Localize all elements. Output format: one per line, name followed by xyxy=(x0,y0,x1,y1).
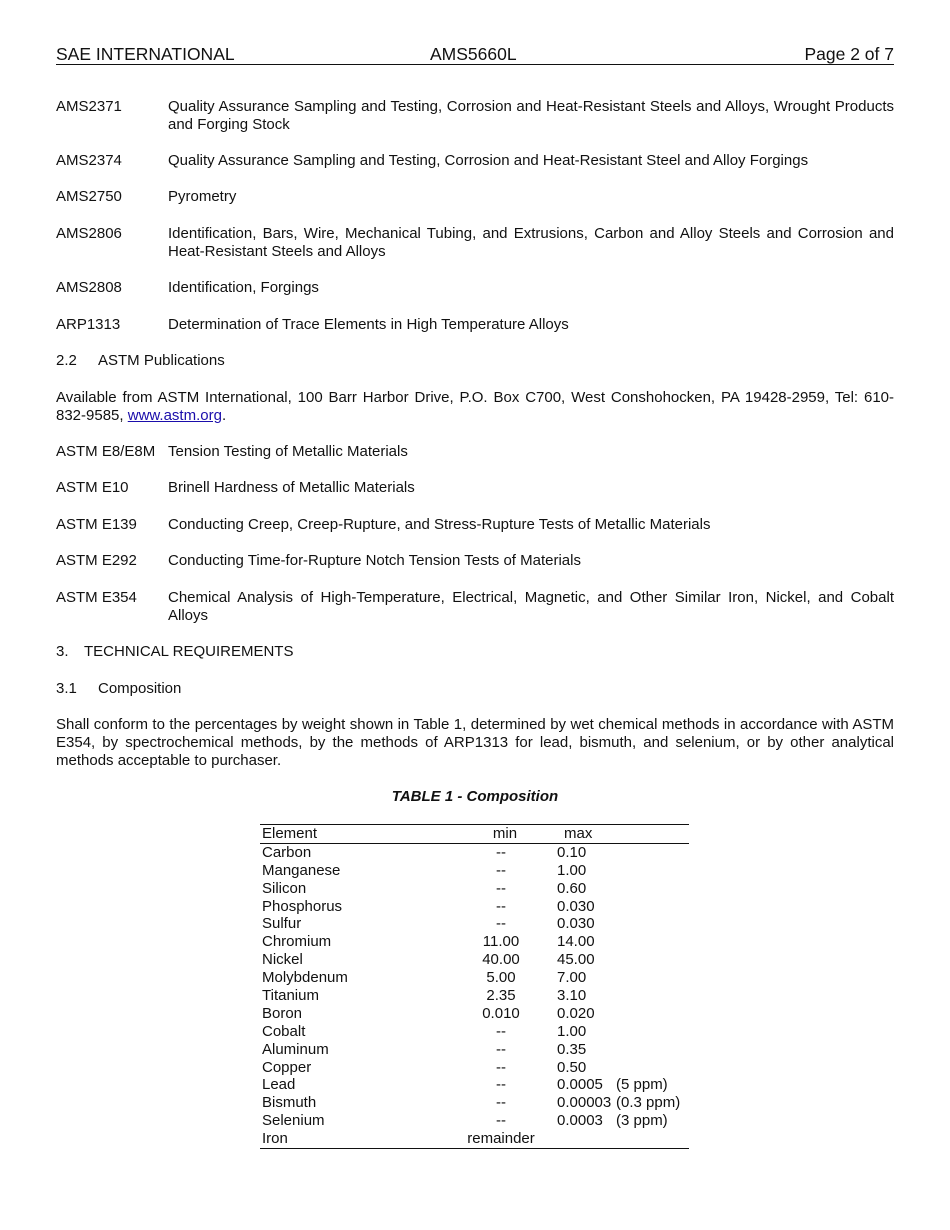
cell-element: Molybdenum xyxy=(262,969,348,987)
cell-max: 0.030 xyxy=(557,915,595,933)
cell-min: 5.00 xyxy=(486,969,516,987)
reference-entry xyxy=(56,552,894,570)
cell-min: -- xyxy=(496,879,506,897)
table-row xyxy=(260,1005,689,1023)
cell-min: -- xyxy=(496,843,506,861)
reference-code: AMS2806 xyxy=(56,225,122,242)
cell-element: Aluminum xyxy=(262,1040,329,1058)
cell-max: 0.0003 xyxy=(557,1112,603,1130)
section-heading-3 xyxy=(56,643,293,661)
table-row xyxy=(260,1041,689,1059)
table-row xyxy=(260,1059,689,1077)
cell-max: 0.10 xyxy=(557,843,587,861)
cell-min: remainder xyxy=(467,1130,535,1148)
section-heading-3-1 xyxy=(56,680,181,698)
section-heading-2-2 xyxy=(56,352,225,370)
reference-title: Chemical Analysis of High-Temperature, Electrical, Magnetic, and Other Similar Iron, Nickel, and Cobalt Alloys xyxy=(168,589,894,624)
cell-max: 1.00 xyxy=(557,1022,587,1040)
table-row xyxy=(260,1130,689,1148)
reference-title: Identification, Bars, Wire, Mechanical Tubing, and Extrusions, Carbon and Alloy Steels and Corrosion and Heat-Resistant Steels and Alloys xyxy=(168,225,894,260)
reference-title: Conducting Time-for-Rupture Notch Tension Tests of Materials xyxy=(168,552,581,569)
cell-element: Lead xyxy=(262,1076,296,1094)
table-body xyxy=(260,844,689,1148)
cell-element: Phosphorus xyxy=(262,897,343,915)
reference-code: AMS2374 xyxy=(56,152,122,169)
section-number: 2.2 xyxy=(56,352,77,369)
cell-note: (5 ppm) xyxy=(616,1076,668,1094)
availability-text: Available from ASTM International, 100 Barr Harbor Drive, P.O. Box C700, West Conshohocken, PA 19428-2959, Tel: 610-832-9585, xyxy=(56,389,894,424)
cell-element: Nickel xyxy=(262,951,303,969)
cell-max: 0.020 xyxy=(557,1004,595,1022)
reference-entry xyxy=(56,516,894,534)
cell-element: Iron xyxy=(262,1130,288,1148)
composition-paragraph: Shall conform to the percentages by weight shown in Table 1, determined by wet chemical methods in accordance with ASTM E354, by spectrochemical methods, by the methods of ARP1313 for lead, bismuth, and selenium, or by other analytical methods acceptable to purchaser. xyxy=(56,716,894,769)
cell-min: -- xyxy=(496,861,506,879)
cell-element: Chromium xyxy=(262,933,332,951)
cell-max: 14.00 xyxy=(557,933,595,951)
reference-entry xyxy=(56,316,894,334)
reference-code: ASTM E139 xyxy=(56,516,137,533)
cell-min: -- xyxy=(496,1094,506,1112)
cell-min: -- xyxy=(496,1076,506,1094)
reference-title: Pyrometry xyxy=(168,188,237,205)
header-organization: SAE INTERNATIONAL xyxy=(56,44,235,64)
cell-min: -- xyxy=(496,1058,506,1076)
reference-entry xyxy=(56,152,894,170)
cell-max: 1.00 xyxy=(557,861,587,879)
cell-min: 0.010 xyxy=(482,1004,520,1022)
reference-code: AMS2750 xyxy=(56,188,122,205)
cell-element: Manganese xyxy=(262,861,341,879)
cell-max: 0.35 xyxy=(557,1040,587,1058)
reference-entry xyxy=(56,443,894,461)
table-row xyxy=(260,1023,689,1041)
cell-element: Selenium xyxy=(262,1112,325,1130)
header-page-number: Page 2 of 7 xyxy=(804,44,894,64)
cell-max: 0.0005 xyxy=(557,1076,603,1094)
cell-element: Carbon xyxy=(262,843,312,861)
page-header xyxy=(56,44,894,65)
table-row xyxy=(260,933,689,951)
cell-min: -- xyxy=(496,1040,506,1058)
cell-note: (0.3 ppm) xyxy=(616,1094,681,1112)
reference-entry xyxy=(56,279,894,297)
table-row xyxy=(260,987,689,1005)
reference-entry xyxy=(56,225,894,261)
cell-element: Bismuth xyxy=(262,1094,317,1112)
table-row xyxy=(260,844,689,862)
table-row xyxy=(260,862,689,880)
cell-element: Silicon xyxy=(262,879,307,897)
table-caption: TABLE 1 - Composition xyxy=(391,788,559,805)
table-row xyxy=(260,915,689,933)
reference-title: Quality Assurance Sampling and Testing, Corrosion and Heat-Resistant Steel and Alloy Forgings xyxy=(168,152,809,169)
reference-code: AMS2808 xyxy=(56,279,122,296)
table-row xyxy=(260,1076,689,1094)
header-max: max xyxy=(564,825,593,842)
header-element: Element xyxy=(262,825,318,842)
cell-max: 0.50 xyxy=(557,1058,587,1076)
header-document-number: AMS5660L xyxy=(430,44,517,64)
reference-title: Identification, Forgings xyxy=(168,279,319,296)
cell-min: 2.35 xyxy=(486,987,516,1005)
section-number: 3. xyxy=(56,643,69,660)
table-row xyxy=(260,880,689,898)
cell-min: -- xyxy=(496,1022,506,1040)
availability-end: . xyxy=(221,407,227,424)
reference-code: ASTM E8/E8M xyxy=(56,443,156,460)
reference-code: ASTM E10 xyxy=(56,479,129,496)
reference-title: Conducting Creep, Creep-Rupture, and Stress-Rupture Tests of Metallic Materials xyxy=(168,516,711,533)
cell-min: -- xyxy=(496,1112,506,1130)
astm-availability-paragraph xyxy=(56,389,894,425)
cell-max: 0.00003 xyxy=(557,1094,612,1112)
table-row xyxy=(260,969,689,987)
cell-max: 0.030 xyxy=(557,897,595,915)
table-row xyxy=(260,951,689,969)
cell-element: Boron xyxy=(262,1004,303,1022)
table-row xyxy=(260,1112,689,1130)
astm-website-link[interactable]: www.astm.org xyxy=(127,407,222,424)
reference-entry xyxy=(56,589,894,625)
table-bottom-rule xyxy=(260,1148,689,1149)
cell-element: Copper xyxy=(262,1058,312,1076)
cell-element: Cobalt xyxy=(262,1022,306,1040)
reference-entry xyxy=(56,188,894,206)
cell-max: 45.00 xyxy=(557,951,595,969)
header-min: min xyxy=(492,825,518,842)
cell-element: Sulfur xyxy=(262,915,302,933)
reference-code: ASTM E354 xyxy=(56,589,137,606)
composition-table xyxy=(260,824,689,1149)
section-title: Composition xyxy=(98,680,182,697)
cell-min: -- xyxy=(496,915,506,933)
table-row xyxy=(260,898,689,916)
reference-entry xyxy=(56,98,894,134)
table-row xyxy=(260,1094,689,1112)
table-header-row xyxy=(260,825,689,843)
cell-min: -- xyxy=(496,897,506,915)
cell-min: 11.00 xyxy=(482,933,520,951)
reference-code: ASTM E292 xyxy=(56,552,137,569)
reference-title: Determination of Trace Elements in High Temperature Alloys xyxy=(168,316,569,333)
cell-note: (3 ppm) xyxy=(616,1112,668,1130)
section-title: ASTM Publications xyxy=(98,352,225,369)
reference-title: Tension Testing of Metallic Materials xyxy=(168,443,408,460)
reference-title: Brinell Hardness of Metallic Materials xyxy=(168,479,415,496)
cell-max: 3.10 xyxy=(557,987,587,1005)
cell-max: 0.60 xyxy=(557,879,587,897)
section-number: 3.1 xyxy=(56,680,77,697)
cell-min: 40.00 xyxy=(482,951,520,969)
reference-title: Quality Assurance Sampling and Testing, Corrosion and Heat-Resistant Steels and Alloys, Wrought Products and Forging Stock xyxy=(168,98,894,133)
section-title: TECHNICAL REQUIREMENTS xyxy=(84,643,294,660)
reference-entry xyxy=(56,479,894,497)
reference-code: ARP1313 xyxy=(56,316,121,333)
cell-max: 7.00 xyxy=(557,969,587,987)
reference-code: AMS2371 xyxy=(56,98,122,115)
cell-element: Titanium xyxy=(262,987,319,1005)
